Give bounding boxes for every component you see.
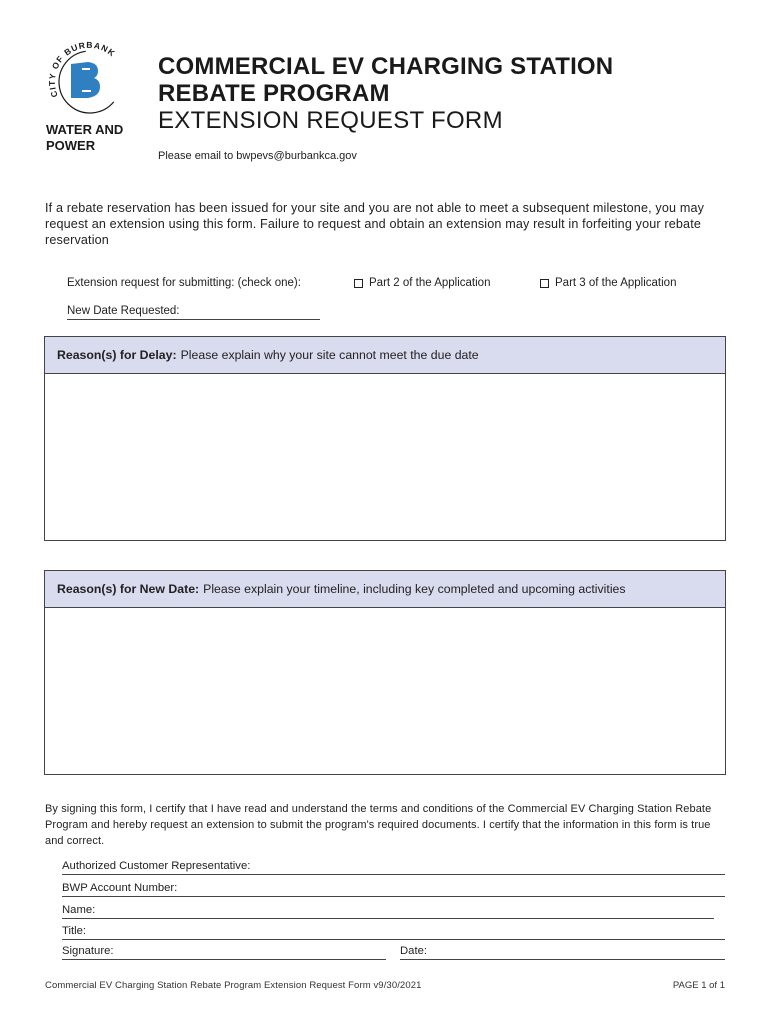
email-note: Please email to bwpevs@burbankca.gov — [158, 150, 357, 162]
new-date-field[interactable] — [67, 305, 320, 320]
page-title-line1: COMMERCIAL EV CHARGING STATION — [158, 53, 614, 80]
org-line2: POWER — [46, 138, 96, 153]
new-date-label: New Date Requested: — [67, 305, 180, 317]
account-number-label: BWP Account Number: — [62, 882, 178, 894]
svg-text:CITY OF BURBANK: CITY OF BURBANK — [46, 39, 118, 99]
name-field[interactable] — [62, 900, 714, 919]
date-label: Date: — [400, 945, 428, 957]
title-label: Title: — [62, 925, 87, 937]
new-date-heading-text: Please explain your timeline, including key completed and upcoming activities — [203, 582, 626, 596]
part3-label: Part 3 of the Application — [555, 277, 677, 289]
extension-label: Extension request for submitting: (check one): — [67, 277, 301, 289]
org-line1: WATER AND — [46, 122, 124, 137]
burbank-seal-icon — [40, 38, 140, 122]
delay-reason-input[interactable] — [45, 374, 725, 540]
form-subtitle: EXTENSION REQUEST FORM — [158, 107, 503, 134]
part3-option[interactable] — [540, 277, 676, 289]
account-number-field[interactable] — [62, 878, 725, 897]
delay-heading-text: Please explain why your site cannot meet the due date — [180, 348, 479, 362]
delay-reason-heading — [45, 337, 725, 374]
new-date-reason-box — [44, 570, 726, 775]
part2-option[interactable] — [354, 277, 490, 289]
part2-label: Part 2 of the Application — [369, 277, 491, 289]
signature-field[interactable] — [62, 945, 386, 960]
signature-date-row — [62, 943, 725, 962]
delay-reason-box — [44, 336, 726, 541]
new-date-reason-heading — [45, 571, 725, 608]
certification-paragraph: By signing this form, I certify that I have read and understand the terms and conditions of the Commercial EV Charging Station Rebate Program and hereby request an extension to submit the program's required documents. I certify that the information in this form is true and correct. — [45, 803, 712, 847]
intro-paragraph: If a rebate reservation has been issued for your site and you are not able to meet a subsequent milestone, you may request an extension using this form. Failure to request and obtain an extension may result in forfeiting your rebate reservation — [45, 201, 705, 247]
delay-heading-bold: Reason(s) for Delay: — [57, 348, 177, 362]
part3-checkbox[interactable] — [540, 279, 549, 288]
title-field[interactable] — [62, 921, 725, 940]
new-date-reason-input[interactable] — [45, 608, 725, 774]
authorized-rep-label: Authorized Customer Representative: — [62, 860, 251, 872]
footer-page-number: PAGE 1 of 1 — [672, 980, 725, 991]
new-date-heading-bold: Reason(s) for New Date: — [57, 582, 200, 596]
authorized-rep-field[interactable] — [62, 856, 725, 875]
signature-label: Signature: — [62, 945, 114, 957]
part2-checkbox[interactable] — [354, 279, 363, 288]
name-label: Name: — [62, 904, 96, 916]
bwp-logo — [40, 38, 140, 158]
page-title-line2: REBATE PROGRAM — [158, 80, 390, 107]
footer-form-version: Commercial EV Charging Station Rebate Program Extension Request Form v9/30/2021 — [45, 980, 422, 991]
date-field[interactable] — [400, 945, 725, 960]
